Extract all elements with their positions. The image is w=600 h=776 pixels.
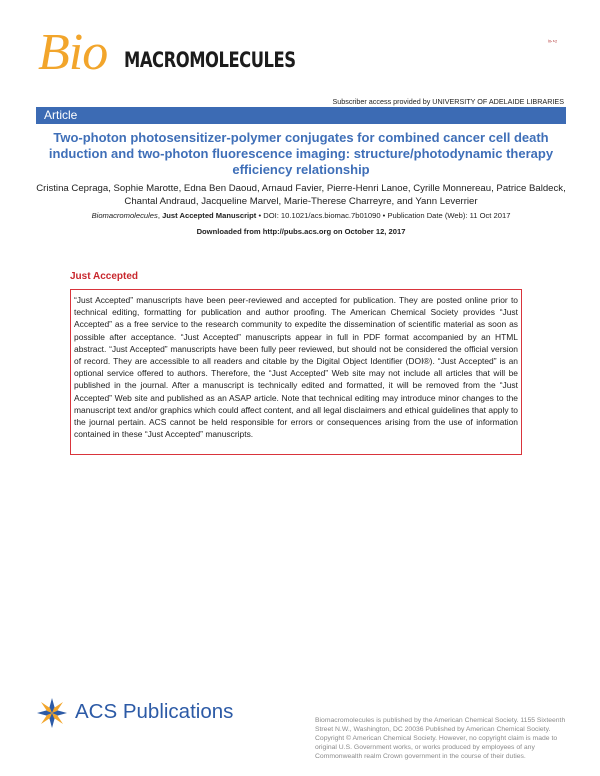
corner-mark: ᵢₓ.ₛ₂ (548, 38, 558, 44)
publisher-note: Biomacromolecules is published by the American Chemical Society. 1155 Sixteenth Street N.W., Washington, DC 20036 Published by American Chemical Society. Copyright © American Chemical Society. However, no copyright claim is made to original U.S. Government works, or works produced by employees of any Commonwealth realm Crown government in the course of their duties. (315, 717, 566, 760)
journal-logo-bio: Bio (38, 24, 108, 81)
citation-line: Biomacromolecules, Just Accepted Manuscript • DOI: 10.1021/acs.biomac.7b01090 • Publication Date (Web): 11 Oct 2017 (91, 211, 511, 220)
section-bar (36, 107, 566, 124)
manuscript-status: Just Accepted Manuscript (162, 211, 257, 220)
just-accepted-box (70, 289, 522, 455)
acs-publications-logo-text[interactable]: ACS Publications (75, 700, 234, 723)
download-note[interactable]: Downloaded from http://pubs.acs.org on October 12, 2017 (196, 227, 406, 236)
paper-title: Two-photon photosensitizer-polymer conjugates for combined cancer cell death induction and two-photon fluorescence imaging: structure/photodynamic therapy efficiency relationship (48, 130, 554, 177)
author-list: Cristina Cepraga, Sophie Marotte, Edna Ben Daoud, Arnaud Favier, Pierre-Henri Lanoe, Cyrille Monnereau, Patrice Baldeck, Chantal Andraud, Jacqueline Marvel, Marie-Therese Charreyre, and Yann Leverrier (36, 183, 566, 207)
just-accepted-text: “Just Accepted” manuscripts have been peer-reviewed and accepted for publication. They are posted online prior to technical editing, formatting for publication and author proofing. The American Chemical Society provides “Just Accepted” as a free service to the research community to expedite the dissemination of scientific material as soon as possible after acceptance. “Just Accepted” manuscripts appear in full in PDF format accompanied by an HTML abstract. “Just Accepted” manuscripts have been fully peer reviewed, but should not be considered the official version of record. They are accessible to all readers and citable by the Digital Object Identifier (DOI®). “Just Accepted” is an optional service offered to authors. Therefore, the “Just Accepted” Web site may not include all articles that will be published in the journal. After a manuscript is technically edited and formatted, it will be removed from the “Just Accepted” Web site and published as an ASAP article. Note that technical editing may introduce minor changes to the manuscript text and/or graphics which could affect content, and all legal disclaimers and ethical guidelines that apply to the journal pertain. ACS cannot be held responsible for errors or consequences arising from the use of information contained in these “Just Accepted” manuscripts. (74, 295, 518, 440)
journal-logo-name: MACROMOLECULES (124, 48, 296, 72)
journal-name: Biomacromolecules (91, 211, 158, 220)
subscriber-note: Subscriber access provided by UNIVERSITY OF ADELAIDE LIBRARIES (332, 97, 564, 106)
acs-logo-icon[interactable] (35, 696, 69, 730)
section-label: Article (44, 108, 78, 122)
just-accepted-heading: Just Accepted (70, 271, 138, 282)
doi-text[interactable]: • DOI: 10.1021/acs.biomac.7b01090 • Publication Date (Web): 11 Oct 2017 (258, 211, 511, 220)
